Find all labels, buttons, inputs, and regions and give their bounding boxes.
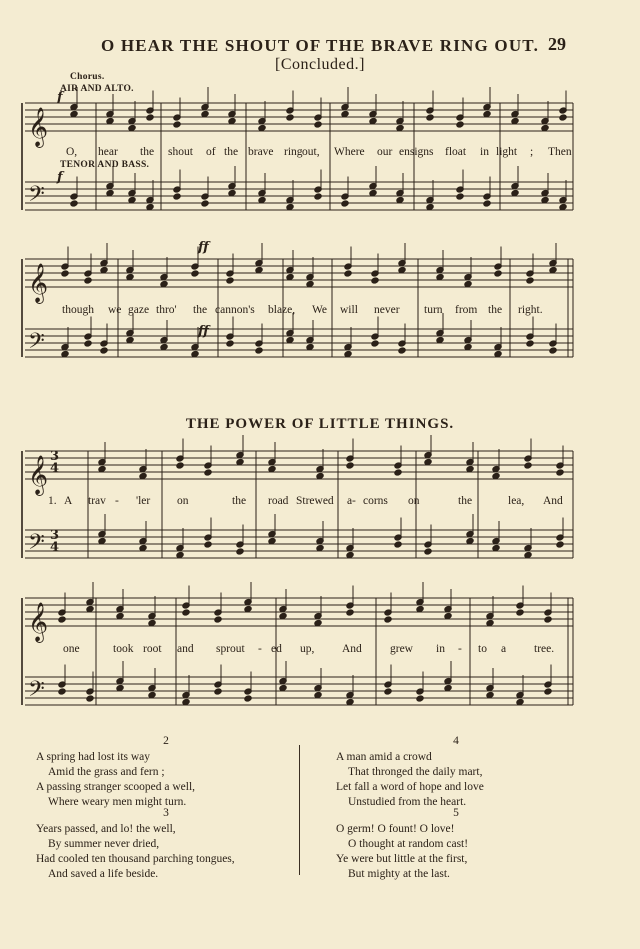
note-head [541, 196, 549, 203]
dynamic-fortissimo-lower: ff [198, 324, 209, 339]
note-head [201, 110, 209, 117]
bass-clef: 𝄢 [28, 182, 45, 212]
note-head [84, 277, 92, 284]
note-head [559, 203, 567, 210]
lyric-syllable: will [340, 304, 358, 316]
lyric-syllable: - [258, 643, 262, 655]
note-head [416, 605, 424, 612]
lyric-syllable: in [436, 643, 445, 655]
note-head [314, 619, 322, 626]
note-head [226, 277, 234, 284]
lyric-syllable: to [478, 643, 487, 655]
lyric-syllable: though [62, 304, 94, 316]
time-signature-bass: 3 4 [50, 528, 60, 555]
note-head [314, 193, 322, 200]
note-head [268, 537, 276, 544]
lyric-syllable: the [224, 146, 239, 158]
lyric-syllable: cannon's [215, 304, 255, 316]
lyric-syllable: 1. [48, 495, 57, 507]
lyric-syllable: a [347, 495, 353, 507]
lyric-syllable: brave [248, 146, 274, 158]
note-head [516, 609, 524, 616]
verse-divider [299, 745, 300, 875]
note-head [126, 336, 134, 343]
note-head [486, 619, 494, 626]
note-head [396, 124, 404, 131]
note-head [286, 336, 294, 343]
note-head [494, 350, 502, 357]
note-head [236, 458, 244, 465]
note-head [556, 541, 564, 548]
note-head [204, 541, 212, 548]
lyric-syllable: never [374, 304, 400, 316]
note-head [116, 612, 124, 619]
note-head [98, 537, 106, 544]
note-head [201, 200, 209, 207]
lyric-syllable: root [143, 643, 162, 655]
note-head [268, 465, 276, 472]
note-head [346, 609, 354, 616]
treble-clef: 𝄞 [28, 107, 49, 147]
note-head [106, 117, 114, 124]
lyric-syllable: out, [302, 146, 320, 158]
lyric-syllable: - [352, 495, 356, 507]
note-head [214, 688, 222, 695]
note-head [341, 200, 349, 207]
time-signature-treble: 3 4 [50, 449, 60, 476]
lyric-syllable: we [108, 304, 122, 316]
lyric-syllable: hear [98, 146, 118, 158]
note-head [126, 273, 134, 280]
note-head [424, 548, 432, 555]
lyric-syllable: O, [66, 146, 78, 158]
note-head [173, 121, 181, 128]
note-head [204, 469, 212, 476]
note-head [544, 616, 552, 623]
note-head [176, 551, 184, 558]
lyric-syllable: light [496, 146, 518, 158]
note-head [146, 114, 154, 121]
lyric-syllable: trav [88, 495, 106, 507]
lyric-syllable: turn [424, 304, 443, 316]
note-head [84, 340, 92, 347]
note-head [544, 688, 552, 695]
note-head [258, 196, 266, 203]
note-head [549, 266, 557, 273]
note-head [279, 612, 287, 619]
note-head [559, 114, 567, 121]
treble-clef: 𝄞 [28, 602, 49, 642]
note-head [444, 684, 452, 691]
note-head [424, 458, 432, 465]
lyric-syllable: And [342, 643, 362, 655]
note-head [394, 541, 402, 548]
note-head [346, 462, 354, 469]
note-head [139, 544, 147, 551]
note-head [341, 110, 349, 117]
lyric-syllable: ed [271, 643, 282, 655]
lyric-syllable: - [458, 643, 462, 655]
dynamic-forte-upper: f [57, 90, 63, 105]
section-title: THE POWER OF LITTLE THINGS. [185, 416, 455, 432]
note-head [394, 469, 402, 476]
note-head [344, 270, 352, 277]
lyric-syllable: Where [334, 146, 365, 158]
note-head [444, 612, 452, 619]
note-head [384, 616, 392, 623]
lyric-syllable: one [63, 643, 80, 655]
note-head [436, 336, 444, 343]
note-head [314, 121, 322, 128]
note-head [182, 698, 190, 705]
note-head [396, 196, 404, 203]
lyric-syllable: 'ler [136, 495, 151, 507]
lyric-syllable: Strewed [296, 495, 334, 507]
note-head [426, 203, 434, 210]
verse-5: 5 O germ! O fount! O love! O thought at random cast! Ye were but little at the first, But mighty at the last. [336, 807, 469, 880]
note-head [173, 193, 181, 200]
lyric-syllable: blaze, [268, 304, 296, 316]
lyric-syllable: sprout [216, 643, 245, 655]
lyric-syllable: Then [548, 146, 572, 158]
note-head [61, 270, 69, 277]
note-head [346, 698, 354, 705]
note-head [526, 340, 534, 347]
note-head [70, 110, 78, 117]
note-head [286, 273, 294, 280]
note-head [456, 121, 464, 128]
lyric-syllable: We [312, 304, 328, 316]
chorus-label: Chorus. [70, 72, 105, 82]
note-head [549, 347, 557, 354]
note-head [398, 347, 406, 354]
note-head [160, 343, 168, 350]
lyric-syllable: the [232, 495, 247, 507]
note-head [398, 266, 406, 273]
note-head [191, 270, 199, 277]
page-title: O HEAR THE SHOUT OF THE BRAVE RING OUT. [100, 36, 540, 55]
note-head [524, 551, 532, 558]
note-head [384, 688, 392, 695]
note-head [86, 695, 94, 702]
note-head [436, 273, 444, 280]
lyric-syllable: the [458, 495, 473, 507]
note-head [279, 684, 287, 691]
note-head [346, 551, 354, 558]
note-head [494, 270, 502, 277]
bass-clef: 𝄢 [28, 530, 45, 560]
note-head [58, 616, 66, 623]
lyric-syllable: right. [518, 304, 543, 316]
lyric-syllable: up, [300, 643, 315, 655]
note-head [226, 340, 234, 347]
lyric-syllable: the [488, 304, 503, 316]
note-head [139, 472, 147, 479]
note-head [516, 698, 524, 705]
treble-clef: 𝄞 [28, 263, 49, 303]
note-head [70, 200, 78, 207]
bass-clef: 𝄢 [28, 677, 45, 707]
note-head [306, 343, 314, 350]
note-head [244, 605, 252, 612]
note-head [526, 277, 534, 284]
note-head [255, 347, 263, 354]
note-head [148, 619, 156, 626]
note-head [344, 350, 352, 357]
note-head [464, 343, 472, 350]
lyric-syllable: and [177, 643, 194, 655]
lower-part-label: TENOR AND BASS. [60, 160, 150, 170]
note-head [146, 203, 154, 210]
lyric-syllable: tree. [534, 643, 555, 655]
note-head [128, 124, 136, 131]
note-head [236, 548, 244, 555]
note-head [369, 117, 377, 124]
note-head [98, 465, 106, 472]
note-head [214, 616, 222, 623]
note-head [464, 280, 472, 287]
lyric-syllable: our [377, 146, 393, 158]
note-head [541, 124, 549, 131]
note-head [456, 193, 464, 200]
note-head [106, 189, 114, 196]
lyric-syllable: float [445, 146, 467, 158]
note-head [556, 469, 564, 476]
lyric-syllable: from [455, 304, 478, 316]
lyric-syllable: ring [284, 146, 303, 158]
lyric-syllable: took [113, 643, 134, 655]
note-head [191, 350, 199, 357]
note-head [228, 117, 236, 124]
page-subtitle: [Concluded.] [275, 56, 365, 73]
note-head [255, 266, 263, 273]
lyric-syllable: ensigns [399, 146, 434, 158]
note-head [371, 277, 379, 284]
note-head [61, 350, 69, 357]
dynamic-forte-lower: f [57, 170, 63, 185]
note-head [492, 544, 500, 551]
lyric-syllable: gaze [128, 304, 150, 316]
note-head [416, 695, 424, 702]
note-head [176, 462, 184, 469]
note-head [286, 203, 294, 210]
note-head [369, 189, 377, 196]
lyric-syllable: a [501, 643, 507, 655]
note-head [160, 280, 168, 287]
lyric-syllable: the [140, 146, 155, 158]
note-head [128, 196, 136, 203]
note-head [314, 691, 322, 698]
note-head [116, 684, 124, 691]
treble-clef: 𝄞 [28, 455, 49, 495]
note-head [244, 695, 252, 702]
note-head [100, 266, 108, 273]
lyric-syllable: A [64, 495, 73, 507]
page-number: 29 [548, 34, 566, 54]
lyric-syllable: - [115, 495, 119, 507]
verse-3: 3 Years passed, and lo! the well, By summer never dried, Had cooled ten thousand parching tongues, And saved a life beside. [36, 807, 235, 880]
note-head [486, 691, 494, 698]
note-head [483, 110, 491, 117]
verse-2: 2 A spring had lost its way Amid the grass and fern ; A passing stranger scooped a well, Where weary men might turn. [36, 735, 196, 808]
lyric-syllable: thro' [156, 304, 177, 316]
note-head [148, 691, 156, 698]
note-head [371, 340, 379, 347]
lyric-syllable: the [193, 304, 208, 316]
note-head [426, 114, 434, 121]
lyric-syllable: grew [390, 643, 413, 655]
lyric-syllable: of [206, 146, 216, 158]
lyric-syllable: corns [363, 495, 388, 507]
note-head [466, 537, 474, 544]
note-head [511, 117, 519, 124]
note-head [86, 605, 94, 612]
note-head [182, 609, 190, 616]
note-head [316, 544, 324, 551]
lyric-syllable: on [177, 495, 189, 507]
note-head [524, 462, 532, 469]
verse-4: 4 A man amid a crowd That thronged the daily mart, Let fall a word of hope and love Unstudied from the heart. [336, 735, 484, 808]
note-head [258, 124, 266, 131]
note-head [316, 472, 324, 479]
note-head [286, 114, 294, 121]
note-head [306, 280, 314, 287]
note-head [466, 465, 474, 472]
lyric-syllable: in [480, 146, 489, 158]
dynamic-fortissimo-upper: ff [198, 240, 209, 255]
bass-clef: 𝄢 [28, 329, 45, 359]
note-head [100, 347, 108, 354]
lyric-syllable: shout [168, 146, 193, 158]
note-head [511, 189, 519, 196]
upper-part-label: AIR AND ALTO. [60, 84, 134, 94]
note-head [492, 472, 500, 479]
note-head [483, 200, 491, 207]
lyric-syllable: lea, [508, 495, 525, 507]
lyric-syllable: on [408, 495, 420, 507]
note-head [58, 688, 66, 695]
lyric-syllable: And [543, 495, 563, 507]
lyric-syllable: ; [530, 146, 534, 158]
note-head [228, 189, 236, 196]
lyric-syllable: road [268, 495, 289, 507]
